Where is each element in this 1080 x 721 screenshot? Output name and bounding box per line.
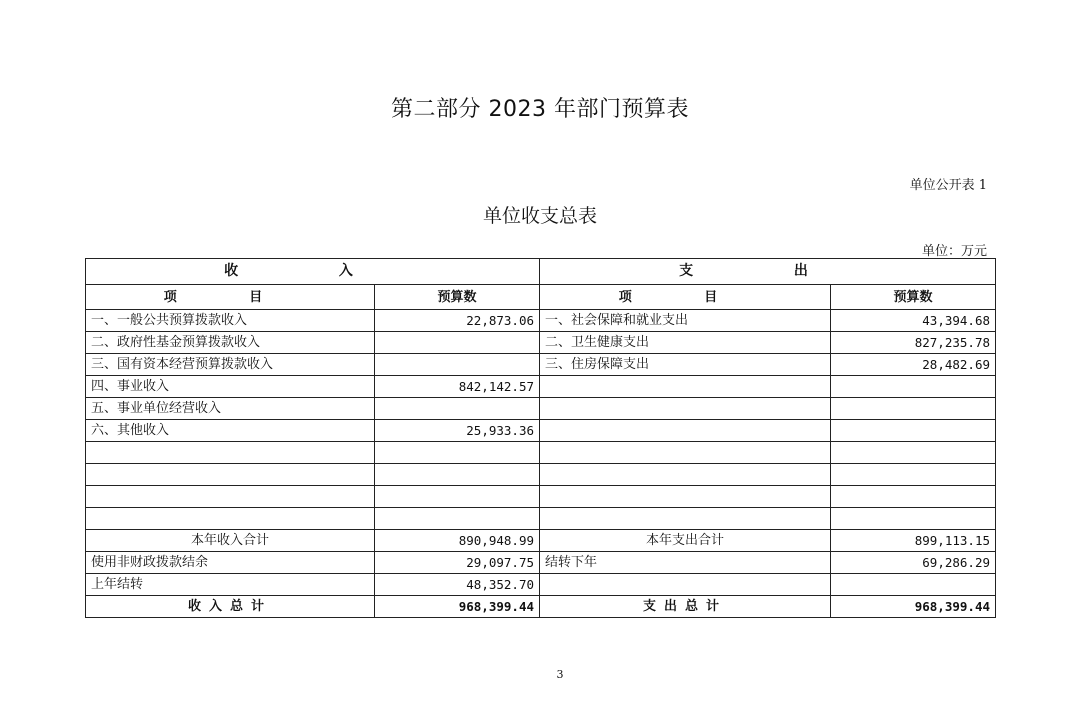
carry-next-year-label: 结转下年 xyxy=(540,552,831,574)
expense-item xyxy=(540,508,831,530)
table-row xyxy=(86,398,996,420)
income-total-label: 收入总计 xyxy=(86,596,375,618)
income-item xyxy=(86,508,375,530)
balance-row xyxy=(86,552,996,574)
table-row xyxy=(86,486,996,508)
expense-value xyxy=(831,420,996,442)
year-expense-value: 899,113.15 xyxy=(831,530,996,552)
nonfiscal-balance-value: 29,097.75 xyxy=(375,552,540,574)
nonfiscal-balance-label: 使用非财政拨款结余 xyxy=(86,552,375,574)
income-item: 二、政府性基金预算拨款收入 xyxy=(86,332,375,354)
table-row xyxy=(86,376,996,398)
income-section-header: 收 入 xyxy=(86,259,540,285)
expense-item xyxy=(540,376,831,398)
income-item: 一、一般公共预算拨款收入 xyxy=(86,310,375,332)
expense-total-label: 支出总计 xyxy=(540,596,831,618)
table-number: 单位公开表 1 xyxy=(909,178,987,193)
expense-item xyxy=(540,398,831,420)
income-budget-header: 预算数 xyxy=(375,285,540,310)
income-item xyxy=(86,486,375,508)
income-item xyxy=(86,464,375,486)
income-total-value: 968,399.44 xyxy=(375,596,540,618)
table-row xyxy=(86,464,996,486)
expense-budget-header: 预算数 xyxy=(831,285,996,310)
table-row xyxy=(86,508,996,530)
income-item-header: 项 目 xyxy=(86,285,375,310)
table-title: 单位收支总表 xyxy=(482,205,597,227)
income-value xyxy=(375,332,540,354)
income-value xyxy=(375,508,540,530)
page-title: 第二部分 2023 年部门预算表 xyxy=(391,97,689,122)
income-value: 25,933.36 xyxy=(375,420,540,442)
expense-value xyxy=(831,464,996,486)
year-income-value: 890,948.99 xyxy=(375,530,540,552)
income-value: 842,142.57 xyxy=(375,376,540,398)
year-expense-label: 本年支出合计 xyxy=(540,530,831,552)
expense-value xyxy=(831,376,996,398)
expense-item xyxy=(540,442,831,464)
empty-cell xyxy=(540,574,831,596)
table-row xyxy=(86,332,996,354)
grand-total-row xyxy=(86,596,996,618)
expense-item xyxy=(540,420,831,442)
budget-summary-table xyxy=(85,258,996,618)
page-number: 3 xyxy=(556,668,564,681)
income-item xyxy=(86,442,375,464)
expense-item: 一、社会保障和就业支出 xyxy=(540,310,831,332)
income-item: 五、事业单位经营收入 xyxy=(86,398,375,420)
income-value xyxy=(375,464,540,486)
table-row xyxy=(86,310,996,332)
expense-value: 43,394.68 xyxy=(831,310,996,332)
expense-value: 28,482.69 xyxy=(831,354,996,376)
expense-item xyxy=(540,464,831,486)
unit-label: 单位：万元 xyxy=(921,244,987,259)
expense-value: 827,235.78 xyxy=(831,332,996,354)
expense-value xyxy=(831,442,996,464)
expense-item: 二、卫生健康支出 xyxy=(540,332,831,354)
carry-next-year-value: 69,286.29 xyxy=(831,552,996,574)
expense-item xyxy=(540,486,831,508)
expense-total-value: 968,399.44 xyxy=(831,596,996,618)
income-item: 六、其他收入 xyxy=(86,420,375,442)
expense-item: 三、住房保障支出 xyxy=(540,354,831,376)
income-value xyxy=(375,442,540,464)
year-subtotal-row xyxy=(86,530,996,552)
section-header-row xyxy=(86,259,996,285)
expense-section-header: 支 出 xyxy=(540,259,996,285)
income-item: 四、事业收入 xyxy=(86,376,375,398)
expense-item-header: 项 目 xyxy=(540,285,831,310)
income-value: 22,873.06 xyxy=(375,310,540,332)
income-value xyxy=(375,398,540,420)
prev-carry-row xyxy=(86,574,996,596)
income-item: 三、国有资本经营预算拨款收入 xyxy=(86,354,375,376)
table-row xyxy=(86,354,996,376)
prev-year-carry-value: 48,352.70 xyxy=(375,574,540,596)
income-value xyxy=(375,486,540,508)
income-value xyxy=(375,354,540,376)
expense-value xyxy=(831,398,996,420)
year-income-label: 本年收入合计 xyxy=(86,530,375,552)
table-row xyxy=(86,420,996,442)
prev-year-carry-label: 上年结转 xyxy=(86,574,375,596)
table-row xyxy=(86,442,996,464)
empty-cell xyxy=(831,574,996,596)
expense-value xyxy=(831,508,996,530)
expense-value xyxy=(831,486,996,508)
column-header-row xyxy=(86,285,996,310)
